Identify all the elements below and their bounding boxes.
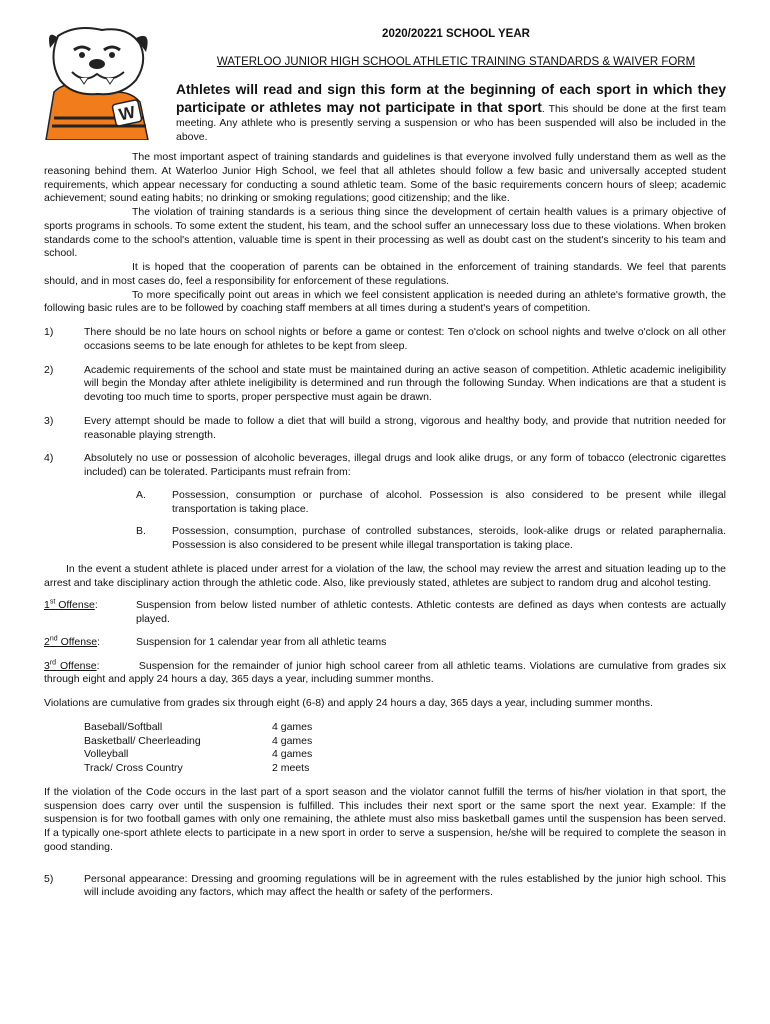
paragraph-parents: It is hoped that the cooperation of parents can be obtained in the enforcement of training standards. We feel that parents should, and in most cases do, feel a responsibility for enforcement of these regulations. — [44, 261, 726, 287]
offense-third: 3rd Offense: Suspension for the remainder of junior high school career from all athletic teams. Violations are cumulative from grades six through eight and apply 24 hours a day, 365 days a year, including summer months. — [44, 659, 726, 686]
offense-first — [44, 599, 726, 627]
games-row: Track/ Cross Country 2 meets — [84, 762, 310, 774]
intro-bold-statement: Athletes will read and sign this form at the beginning of each sport in which they participate or athletes may not participate in that sport — [176, 82, 726, 115]
subrule-letter: A. — [136, 488, 146, 501]
rule-text: There should be no late hours on school nights or before a game or contest: Ten o'clock on school nights and twelve o'clock on all other occasions seems to be late enough for athletes to be kept from sleep. — [84, 326, 726, 352]
rule-item — [44, 364, 726, 405]
intro-paragraph — [176, 81, 726, 144]
rule-item — [44, 415, 726, 443]
subrule-letter: B. — [136, 525, 146, 538]
carryover-paragraph: If the violation of the Code occurs in the last part of a sport season and the violator cannot fulfill the terms of his/her violation in that sport, the suspension does carry over until the suspension is fulfilled. This includes their next sport or the same sport the next year. Example: If the suspension is for two football games with only one remaining, the athlete must also miss basketball games until the suspension has been served. If a typically one-sport athlete elects to participate in a new sport in order to serve a suspension, he/she will be required to complete the season in good standing. — [44, 785, 726, 853]
arrest-paragraph: In the event a student athlete is placed under arrest for a violation of the law, the school may review the arrest and situation leading up to the arrest and take disciplinary action through the athletic code. Also, like previously stated, athletes are subject to random drug and alcohol testing. — [44, 562, 726, 589]
offense-text: Suspension for 1 calendar year from all athletic teams — [136, 635, 387, 648]
form-title: WATERLOO JUNIOR HIGH SCHOOL ATHLETIC TRAINING STANDARDS & WAIVER FORM — [216, 56, 696, 68]
school-year-title: 2020/20221 SCHOOL YEAR — [382, 28, 530, 40]
svg-text:W: W — [117, 102, 137, 125]
rule-item — [44, 326, 726, 354]
subrule-item — [44, 525, 726, 553]
offense-label: 3rd Offense — [44, 659, 97, 672]
games-table — [44, 721, 726, 776]
rule-number: 3) — [44, 414, 54, 427]
subrule-text: Possession, consumption, purchase of controlled substances, steroids, look-alike drugs or related paraphernalia. Possession is also considered to be present while illegal transportation is taking place. — [172, 525, 726, 551]
bulldog-mascot-logo — [36, 22, 166, 140]
offense-second — [44, 636, 726, 650]
rule-text: Personal appearance: Dressing and grooming regulations will be in agreement with the rules established by the junior high school. This will include avoiding any factors, which may affect the health or safety of the performers. — [84, 872, 726, 899]
subrule-item — [44, 489, 726, 517]
paragraph-importance: The most important aspect of training standards and guidelines is that everyone involved fully understand them as well as the reasoning behind them. At Waterloo Junior High School, we feel that all athletes should follow a few basic and universally accepted student requirements, which appear necessary for conducting a sound athletic team. Some of the basic requirements concern hours of sleep; academic achievement; sound eating habits; no drinking or smoking regulations; good citizenship; and the like. — [44, 151, 726, 205]
offense-text: Suspension from below listed number of athletic contests. Athletic contests are defined as days when contests are actually played. — [136, 599, 726, 625]
rule-number: 4) — [44, 452, 54, 465]
paragraph-basic-rules: To more specifically point out areas in which we feel consistent application is needed during an athlete's formative growth, the following basic rules are to be followed by coaching staff members at all times during a student's years of competition. — [44, 288, 726, 315]
offense-label: 2nd Offense: — [44, 635, 101, 648]
rule-text: Academic requirements of the school and state must be maintained during an active season of competition. Athletic academic ineligibility will begin the Monday after athlete ineligibility is determined and run through the following Sunday. When indications are that a student is devoting too much time to sports, proper perspective must again be drawn. — [84, 363, 726, 403]
rule-item — [44, 452, 726, 480]
games-row: Baseball/Softball 4 games — [84, 720, 313, 733]
intro-rest: . This should be done at the first team meeting. Any athlete who is presently serving a suspension or who has been suspended will also be included in the above. — [176, 102, 726, 143]
paragraph-violation: The violation of training standards is a serious thing since the development of certain health values is a primary objective of sports programs in schools. To some extent the student, his team, and the school suffer an unnecessary loss due to these violations. When broken standards come to the school's attention, valuable time is spent in their processing as well as doubt cast on the student's sincerity to his team and school. — [44, 206, 726, 260]
rule-text: Every attempt should be made to follow a diet that will build a strong, vigorous and healthy body, and provide that nutrition needed for reasonable playing strength. — [84, 414, 726, 441]
document-body — [44, 151, 726, 900]
rule-number: 2) — [44, 363, 54, 376]
violations-note: Violations are cumulative from grades six through eight (6-8) and apply 24 hours a day, 365 days a year, including summer months. — [44, 697, 653, 709]
subrule-text: Possession, consumption or purchase of alcohol. Possession is also considered to be present while illegal transportation is taking place. — [172, 488, 726, 515]
offense-text: Suspension for the remainder of junior high school career from all athletic teams. Violations are cumulative from grades six through eight and apply 24 hours a day, 365 days a year, including summer months. — [44, 659, 726, 686]
rule-number: 5) — [44, 872, 54, 885]
games-row: Volleyball 4 games — [84, 748, 313, 761]
rule-text: Absolutely no use or possession of alcoholic beverages, illegal drugs and look alike drugs, or any form of tobacco (electronic cigarettes included) can be tolerated. Participants must refrain from: — [84, 452, 726, 478]
rule-item — [44, 873, 726, 901]
games-row: Basketball/ Cheerleading 4 games — [84, 734, 313, 747]
rule-number: 1) — [44, 326, 54, 338]
offense-label: 1st Offense: — [44, 598, 98, 612]
